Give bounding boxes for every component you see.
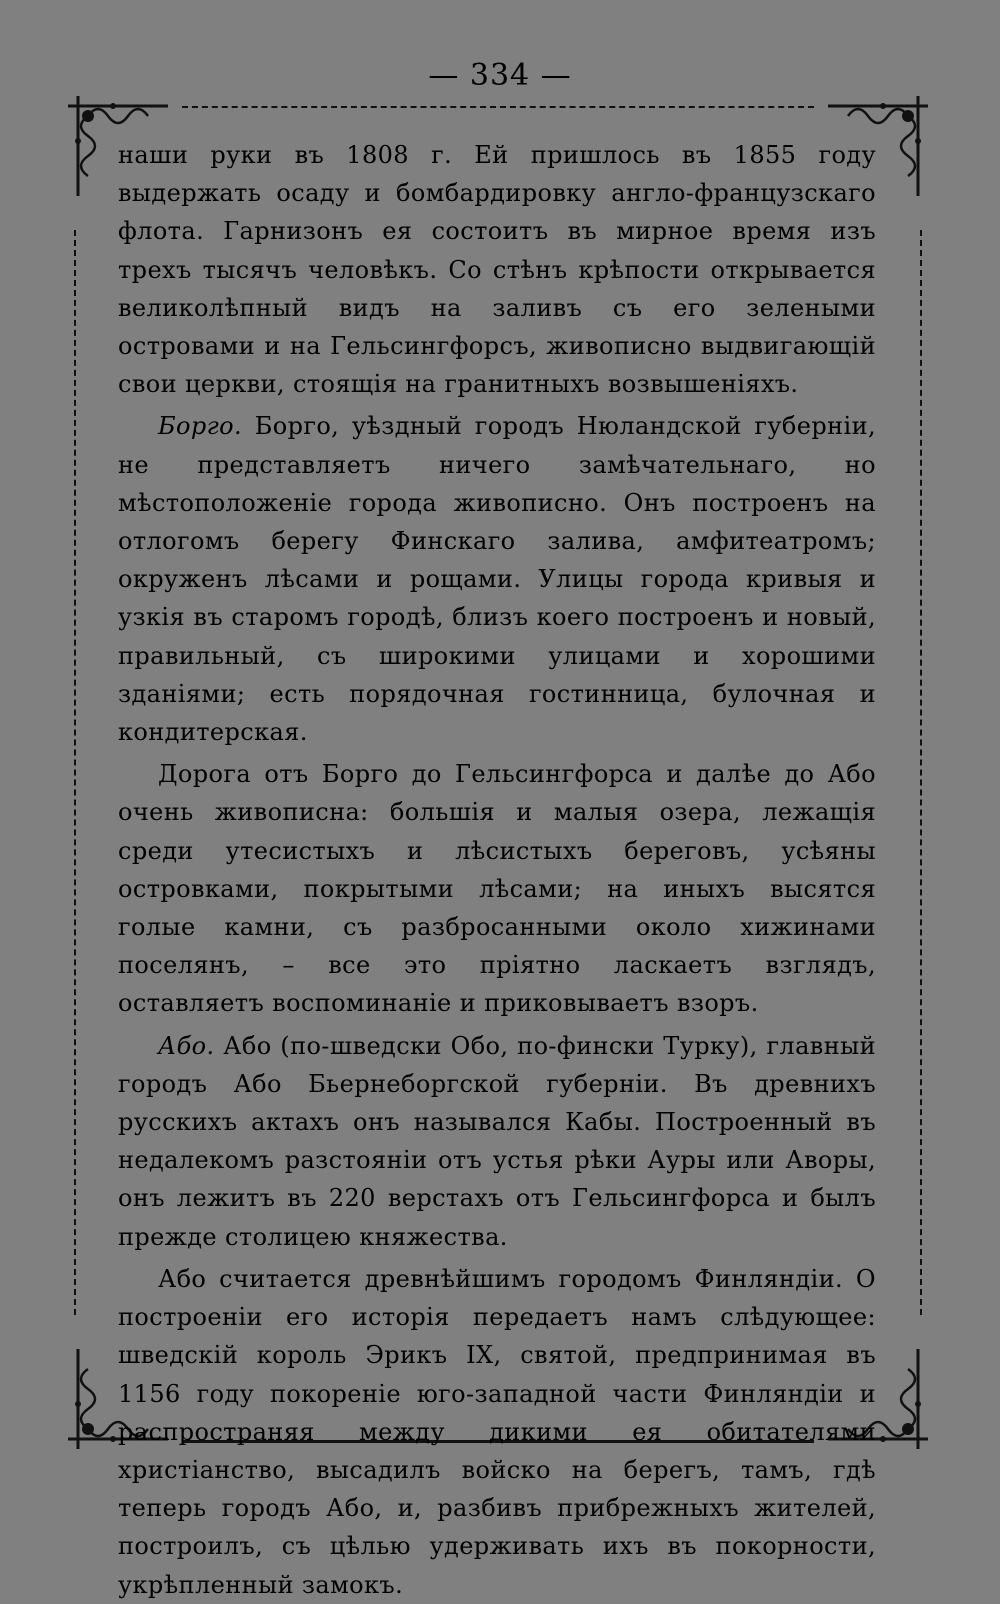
paragraph-lead: Борго. [158,412,243,441]
paragraph [118,755,876,1022]
frame-top-rule [182,106,814,108]
paragraph [118,407,876,751]
paragraph-text: Або считается древнѣйшимъ городомъ Финляндіи. О построеніи его исторія передаетъ намъ слѣдующее: шведскій король Эрикъ IX, святой, предпринимая въ 1156 году покореніе юго-западной части Финляндіи и распространяя между дикими ея обитателями христіанство, высадилъ войско на берегъ, тамъ, гдѣ теперь городъ Або, и, разбивъ прибрежныхъ жителей, построилъ, съ цѣлью удерживать ихъ въ покорности, укрѣпленный замокъ. [118,1264,876,1599]
body-text [118,136,876,1604]
page-number: — 334 — [428,58,572,93]
frame-right-rule [920,230,922,1315]
paragraph [118,1027,876,1256]
paragraph-text: Борго, уѣздный городъ Нюландской губерніи, не представляетъ ничего замѣчательнаго, но мѣстоположеніе города живописно. Онъ построенъ на отлогомъ берегу Финскаго залива, амфитеатромъ; окруженъ лѣсами и рощами. Улицы города кривыя и узкія въ старомъ городѣ, близъ коего построенъ и новый, правильный, съ широкими улицами и хорошими зданіями; есть порядочная гостинница, булочная и кондитерская. [118,412,876,747]
paragraph-text: Дорога отъ Борго до Гельсингфорса и далѣе до Або очень живописна: большія и малыя озера, лежащія среди утесистыхъ и лѣсистыхъ береговъ, усѣяны островками, покрытыми лѣсами; на иныхъ высятся голые камни, съ разбросанными около хижинами поселянъ, – все это пріятно ласкаетъ взглядъ, оставляетъ воспоминаніе и приковываетъ взоръ. [118,760,876,1018]
paragraph-text: наши руки въ 1808 г. Ей пришлось въ 1855 году выдержать осаду и бомбардировку англо-французскаго флота. Гарнизонъ ея состоитъ въ мирное время изъ трехъ тысячъ человѣкъ. Со стѣнъ крѣпости открывается великолѣпный видъ на заливъ съ его зелеными островами и на Гельсингфорсъ, живописно выдвигающій свои церкви, стоящія на гранитныхъ возвышеніяхъ. [118,141,876,399]
paragraph-text: Або (по-шведски Обо, по-фински Турку), главный городъ Або Бьернеборгской губерніи. Въ древнихъ русскихъ актахъ онъ назывался Кабы. Построенный въ недалекомъ разстояніи отъ устья рѣки Ауры или Аворы, онъ лежитъ въ 220 верстахъ отъ Гельсингфорса и былъ прежде столицею княжества. [118,1031,876,1251]
paragraph-lead: Або. [158,1031,215,1060]
paragraph [118,136,876,403]
paragraph [118,1260,876,1604]
frame-left-rule [74,230,76,1315]
